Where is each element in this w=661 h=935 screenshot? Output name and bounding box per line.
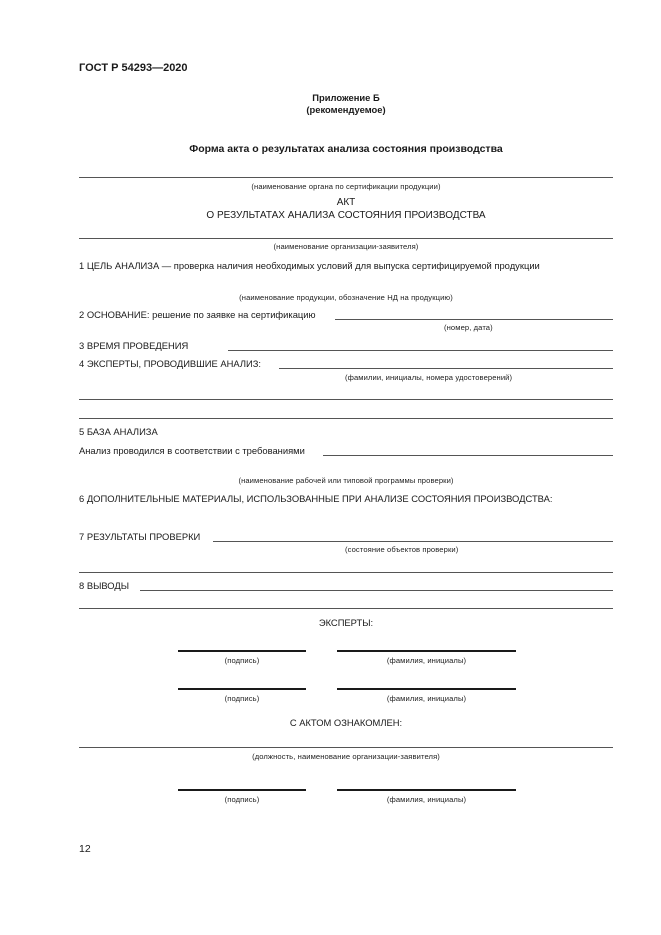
section-5-base: 5 БАЗА АНАЛИЗА [79, 426, 158, 437]
conclusions-line[interactable] [140, 590, 613, 591]
position-org-caption: (должность, наименование организации-заявителя) [252, 752, 440, 761]
section-7-results: 7 РЕЗУЛЬТАТЫ ПРОВЕРКИ [79, 531, 201, 542]
section-4-experts: 4 ЭКСПЕРТЫ, ПРОВОДИВШИЕ АНАЛИЗ: [79, 358, 262, 369]
expert-1-name-caption: (фамилия, инициалы) [386, 656, 467, 665]
acquainted-name-caption: (фамилия, инициалы) [386, 795, 467, 804]
act-title: АКТ [336, 197, 356, 208]
expert-1-signature-line[interactable] [178, 650, 306, 652]
conclusions-extra-line[interactable] [79, 608, 613, 609]
acquainted-name-line[interactable] [337, 789, 516, 791]
standard-header: ГОСТ Р 54293—2020 [79, 62, 188, 74]
product-caption: (наименование продукции, обозначение НД на продукцию) [239, 293, 453, 302]
appendix-subtitle: (рекомендуемое) [306, 104, 386, 115]
acquainted-signature-line[interactable] [178, 789, 306, 791]
applicant-org-line[interactable] [79, 238, 613, 239]
experts-extra-line-2[interactable] [79, 418, 613, 419]
appendix-title: Приложение Б [312, 92, 380, 103]
cert-body-caption: (наименование органа по сертификации продукции) [251, 182, 441, 191]
expert-2-signature-caption: (подпись) [224, 694, 260, 703]
section-1-purpose: 1 ЦЕЛЬ АНАЛИЗА — проверка наличия необходимых условий для выпуска сертифицируемой продукции [79, 260, 540, 271]
experts-line[interactable] [279, 368, 613, 369]
application-number-line[interactable] [335, 319, 613, 320]
requirements-line[interactable] [323, 455, 613, 456]
experts-info-caption: (фамилии, инициалы, номера удостоверений) [345, 373, 513, 382]
results-extra-line[interactable] [79, 572, 613, 573]
expert-2-signature-line[interactable] [178, 688, 306, 690]
section-6-materials: 6 ДОПОЛНИТЕЛЬНЫЕ МАТЕРИАЛЫ, ИСПОЛЬЗОВАННЫЕ ПРИ АНАЛИЗЕ СОСТОЯНИЯ ПРОИЗВОДСТВА: [79, 493, 553, 504]
expert-1-name-line[interactable] [337, 650, 516, 652]
time-line[interactable] [228, 350, 613, 351]
section-5-text: Анализ проводился в соответствии с требованиями [79, 445, 305, 456]
section-8-conclusions: 8 ВЫВОДЫ [79, 580, 130, 591]
position-org-line[interactable] [79, 747, 613, 748]
expert-1-signature-caption: (подпись) [224, 656, 260, 665]
cert-body-line[interactable] [79, 177, 613, 178]
objects-state-caption: (состояние объектов проверки) [345, 545, 459, 554]
expert-2-name-line[interactable] [337, 688, 516, 690]
experts-heading: ЭКСПЕРТЫ: [318, 617, 374, 628]
expert-2-name-caption: (фамилия, инициалы) [386, 694, 467, 703]
act-subtitle: О РЕЗУЛЬТАТАХ АНАЛИЗА СОСТОЯНИЯ ПРОИЗВОДСТВА [206, 210, 486, 221]
section-2-basis: 2 ОСНОВАНИЕ: решение по заявке на сертификацию [79, 309, 316, 320]
page-number: 12 [79, 843, 91, 855]
section-3-time: 3 ВРЕМЯ ПРОВЕДЕНИЯ [79, 340, 189, 351]
applicant-org-caption: (наименование организации-заявителя) [273, 242, 419, 251]
form-title: Форма акта о результатах анализа состояния производства [189, 143, 503, 155]
acquainted-signature-caption: (подпись) [224, 795, 260, 804]
acquainted-heading: С АКТОМ ОЗНАКОМЛЕН: [289, 717, 403, 728]
program-caption: (наименование рабочей или типовой программы проверки) [238, 476, 454, 485]
number-date-caption: (номер, дата) [444, 323, 493, 332]
results-line[interactable] [213, 541, 613, 542]
experts-extra-line-1[interactable] [79, 399, 613, 400]
